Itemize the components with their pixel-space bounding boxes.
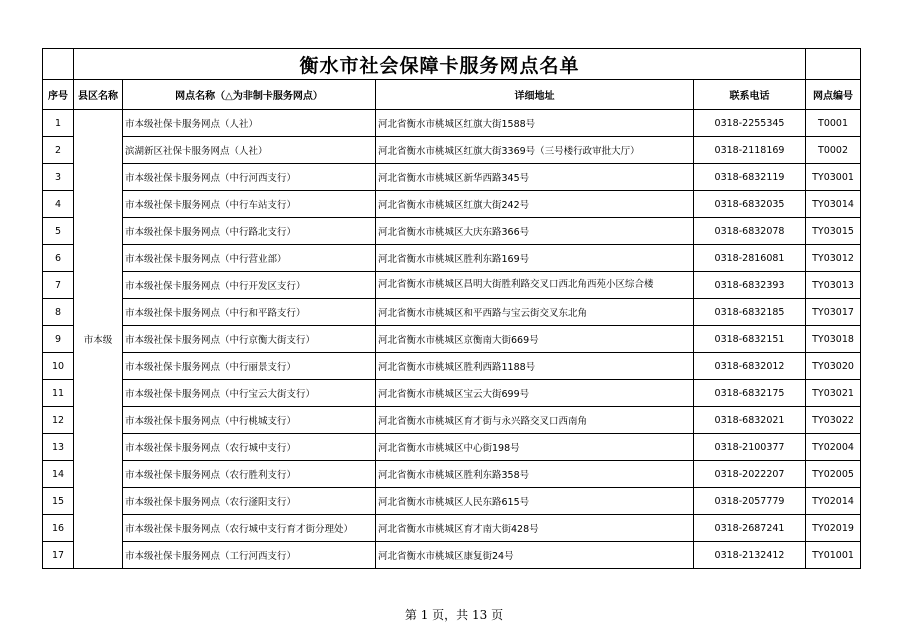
- row-address: 河北省衡水市桃城区康复街24号: [376, 542, 694, 569]
- row-phone: 0318-2100377: [694, 434, 806, 461]
- row-seq: 10: [43, 353, 74, 380]
- row-phone: 0318-6832185: [694, 299, 806, 326]
- table-row: [43, 245, 861, 272]
- row-seq: 2: [43, 137, 74, 164]
- row-code: T0001: [806, 110, 861, 137]
- row-seq: 9: [43, 326, 74, 353]
- row-phone: 0318-6832078: [694, 218, 806, 245]
- row-code: TY03001: [806, 164, 861, 191]
- row-name: 市本级社保卡服务网点（农行城中支行育才街分理处）: [123, 515, 376, 542]
- row-seq: 3: [43, 164, 74, 191]
- row-address: 河北省衡水市桃城区胜利东路169号: [376, 245, 694, 272]
- row-phone: 0318-2118169: [694, 137, 806, 164]
- county-cell: 市本级: [74, 110, 123, 569]
- row-phone: 0318-6832119: [694, 164, 806, 191]
- table-row: [43, 380, 861, 407]
- table-row: [43, 299, 861, 326]
- row-address: 河北省衡水市桃城区红旗大街1588号: [376, 110, 694, 137]
- row-name: 市本级社保卡服务网点（农行滏阳支行）: [123, 488, 376, 515]
- row-phone: 0318-6832151: [694, 326, 806, 353]
- row-address: 河北省衡水市桃城区京衡南大街669号: [376, 326, 694, 353]
- row-name: 滨湖新区社保卡服务网点（人社）: [123, 137, 376, 164]
- row-code: TY02014: [806, 488, 861, 515]
- row-name: 市本级社保卡服务网点（人社）: [123, 110, 376, 137]
- row-name: 市本级社保卡服务网点（中行开发区支行）: [123, 272, 376, 299]
- row-address: 河北省衡水市桃城区胜利东路358号: [376, 461, 694, 488]
- row-code: TY01001: [806, 542, 861, 569]
- row-address: 河北省衡水市桃城区大庆东路366号: [376, 218, 694, 245]
- row-address: 河北省衡水市桃城区红旗大街3369号（三号楼行政审批大厅）: [376, 137, 694, 164]
- row-name: 市本级社保卡服务网点（工行河西支行）: [123, 542, 376, 569]
- row-address: 河北省衡水市桃城区昌明大街胜利路交叉口西北角西苑小区综合楼: [376, 272, 694, 299]
- table-row: [43, 137, 861, 164]
- row-address: 河北省衡水市桃城区育才街与永兴路交叉口西南角: [376, 407, 694, 434]
- row-code: TY02019: [806, 515, 861, 542]
- row-name: 市本级社保卡服务网点（中行京衡大街支行）: [123, 326, 376, 353]
- row-seq: 11: [43, 380, 74, 407]
- row-code: TY02005: [806, 461, 861, 488]
- row-seq: 4: [43, 191, 74, 218]
- row-name: 市本级社保卡服务网点（中行河西支行）: [123, 164, 376, 191]
- header-seq: 序号: [43, 80, 74, 110]
- table-row: [43, 191, 861, 218]
- table-row: [43, 461, 861, 488]
- row-name: 市本级社保卡服务网点（中行桃城支行）: [123, 407, 376, 434]
- row-address: 河北省衡水市桃城区新华西路345号: [376, 164, 694, 191]
- table-row: [43, 353, 861, 380]
- row-seq: 13: [43, 434, 74, 461]
- row-phone: 0318-2816081: [694, 245, 806, 272]
- row-seq: 16: [43, 515, 74, 542]
- row-seq: 14: [43, 461, 74, 488]
- row-name: 市本级社保卡服务网点（中行宝云大街支行）: [123, 380, 376, 407]
- title-row: [43, 49, 861, 80]
- header-phone: 联系电话: [694, 80, 806, 110]
- row-address: 河北省衡水市桃城区红旗大街242号: [376, 191, 694, 218]
- row-address: 河北省衡水市桃城区育才南大街428号: [376, 515, 694, 542]
- row-name: 市本级社保卡服务网点（农行城中支行）: [123, 434, 376, 461]
- row-code: TY03014: [806, 191, 861, 218]
- table-row: [43, 218, 861, 245]
- row-name: 市本级社保卡服务网点（农行胜利支行）: [123, 461, 376, 488]
- row-seq: 17: [43, 542, 74, 569]
- table-row: [43, 110, 861, 137]
- row-phone: 0318-2022207: [694, 461, 806, 488]
- row-phone: 0318-2255345: [694, 110, 806, 137]
- table-row: [43, 434, 861, 461]
- row-seq: 1: [43, 110, 74, 137]
- row-seq: 6: [43, 245, 74, 272]
- row-name: 市本级社保卡服务网点（中行丽景支行）: [123, 353, 376, 380]
- row-name: 市本级社保卡服务网点（中行和平路支行）: [123, 299, 376, 326]
- row-seq: 8: [43, 299, 74, 326]
- row-seq: 5: [43, 218, 74, 245]
- row-phone: 0318-6832021: [694, 407, 806, 434]
- table-row: [43, 164, 861, 191]
- row-code: TY03012: [806, 245, 861, 272]
- row-phone: 0318-6832012: [694, 353, 806, 380]
- row-address: 河北省衡水市桃城区宝云大街699号: [376, 380, 694, 407]
- header-county: 县区名称: [74, 80, 123, 110]
- row-name: 市本级社保卡服务网点（中行营业部）: [123, 245, 376, 272]
- service-point-table: [42, 48, 861, 569]
- row-seq: 12: [43, 407, 74, 434]
- row-phone: 0318-2687241: [694, 515, 806, 542]
- row-phone: 0318-6832035: [694, 191, 806, 218]
- table-row: [43, 542, 861, 569]
- row-name: 市本级社保卡服务网点（中行路北支行）: [123, 218, 376, 245]
- header-address: 详细地址: [376, 80, 694, 110]
- row-code: TY03013: [806, 272, 861, 299]
- row-code: TY03018: [806, 326, 861, 353]
- row-seq: 15: [43, 488, 74, 515]
- row-code: TY03017: [806, 299, 861, 326]
- row-address: 河北省衡水市桃城区和平西路与宝云街交叉东北角: [376, 299, 694, 326]
- table-row: [43, 488, 861, 515]
- row-address: 河北省衡水市桃城区胜利西路1188号: [376, 353, 694, 380]
- row-code: TY03015: [806, 218, 861, 245]
- row-phone: 0318-2132412: [694, 542, 806, 569]
- row-code: TY02004: [806, 434, 861, 461]
- row-address: 河北省衡水市桃城区人民东路615号: [376, 488, 694, 515]
- row-address: 河北省衡水市桃城区中心街198号: [376, 434, 694, 461]
- table-row: [43, 326, 861, 353]
- table-row: [43, 515, 861, 542]
- page-footer: 第 1 页，共 13 页: [404, 608, 504, 622]
- row-phone: 0318-6832175: [694, 380, 806, 407]
- row-code: TY03021: [806, 380, 861, 407]
- row-code: TY03022: [806, 407, 861, 434]
- row-seq: 7: [43, 272, 74, 299]
- table-row: [43, 407, 861, 434]
- header-name: 网点名称（△为非制卡服务网点）: [123, 80, 376, 110]
- header-row: [43, 80, 861, 110]
- row-phone: 0318-6832393: [694, 272, 806, 299]
- table-row: [43, 272, 861, 299]
- row-code: T0002: [806, 137, 861, 164]
- row-phone: 0318-2057779: [694, 488, 806, 515]
- header-code: 网点编号: [806, 80, 861, 110]
- page-title: 衡水市社会保障卡服务网点名单: [74, 49, 806, 80]
- row-name: 市本级社保卡服务网点（中行车站支行）: [123, 191, 376, 218]
- row-code: TY03020: [806, 353, 861, 380]
